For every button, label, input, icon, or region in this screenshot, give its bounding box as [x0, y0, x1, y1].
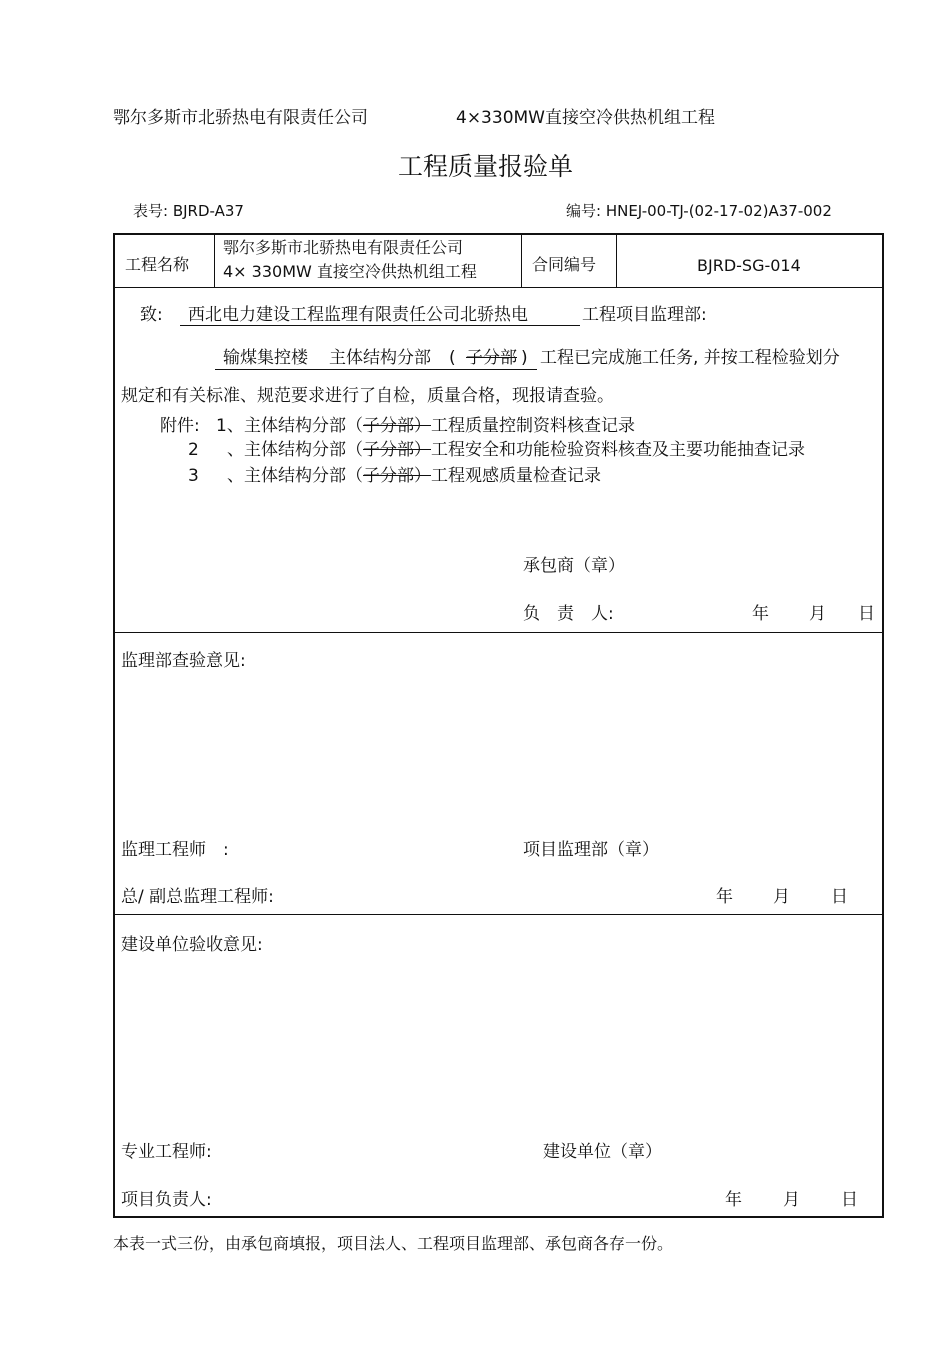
supervision-dept-seal-label: 项目监理部（章）	[523, 840, 659, 860]
row-divider	[113, 287, 882, 288]
date-year: 年	[716, 887, 733, 907]
supervision-opinion-label: 监理部查验意见:	[121, 651, 246, 671]
col-divider	[616, 235, 617, 287]
project-name-value-line2: 4× 330MW 直接空冷供热机组工程	[223, 262, 477, 281]
attachment-number: 2	[188, 440, 199, 460]
col-divider	[214, 235, 215, 287]
attachment-number: 1、	[216, 416, 244, 436]
subject-subpart-struck: 子分部	[466, 348, 517, 368]
subject-building: 输煤集控楼	[223, 348, 308, 368]
attachment-item: 、主体结构分部（子分部）工程安全和功能检验资料核查及主要功能抽查记录	[227, 440, 805, 460]
body-line2: 规定和有关标准、规范要求进行了自检，质量合格，现报请查验。	[121, 386, 614, 406]
date-day: 日	[858, 604, 875, 624]
owner-seal-label: 建设单位（章）	[543, 1142, 662, 1162]
row-divider	[113, 914, 882, 915]
subject-paren-close: )	[521, 348, 528, 368]
contract-number-value: BJRD-SG-014	[697, 256, 801, 275]
attachment-item: 主体结构分部（子分部）工程质量控制资料核查记录	[244, 416, 635, 436]
date-month: 月	[783, 1190, 800, 1210]
owner-opinion-label: 建设单位验收意见:	[121, 935, 263, 955]
attachments-label: 附件:	[160, 416, 200, 436]
row-divider	[113, 632, 882, 633]
report-form-table	[113, 233, 884, 1218]
to-label: 致:	[140, 305, 163, 325]
date-day: 日	[841, 1190, 858, 1210]
date-year: 年	[725, 1190, 742, 1210]
chief-engineer-label: 总/ 副总监理工程师:	[121, 887, 274, 907]
date-month: 月	[809, 604, 826, 624]
page-title: 工程质量报验单	[398, 152, 574, 181]
project-name-value-line1: 鄂尔多斯市北骄热电有限责任公司	[223, 238, 464, 257]
contractor-seal-label: 承包商（章）	[523, 556, 625, 576]
subject-paren-open: (	[449, 348, 456, 368]
body-line1: 工程已完成施工任务, 并按工程检验划分	[540, 348, 840, 368]
project-name-label: 工程名称	[125, 255, 190, 274]
contract-number-label: 合同编号	[532, 255, 597, 274]
footer-note: 本表一式三份，由承包商填报，项目法人、工程项目监理部、承包商各存一份。	[113, 1234, 674, 1253]
project-name: 4×330MW直接空冷供热机组工程	[456, 108, 715, 128]
subject-part: 主体结构分部	[329, 348, 431, 368]
company-name: 鄂尔多斯市北骄热电有限责任公司	[113, 108, 368, 128]
recipient-suffix: 工程项目监理部:	[582, 305, 707, 325]
project-manager-label: 项目负责人:	[121, 1190, 212, 1210]
attachment-item: 、主体结构分部（子分部）工程观感质量检查记录	[227, 466, 601, 486]
attachment-number: 3	[188, 466, 199, 486]
form-number: 表号: BJRD-A37	[133, 202, 244, 220]
serial-number: 编号: HNEJ-00-TJ-(02-17-02)A37-002	[566, 202, 832, 220]
supervision-engineer-label: 监理工程师 :	[121, 840, 229, 860]
date-day: 日	[831, 887, 848, 907]
date-month: 月	[773, 887, 790, 907]
contractor-responsible-label: 负 责 人:	[523, 604, 614, 624]
owner-engineer-label: 专业工程师:	[121, 1142, 212, 1162]
recipient-organization: 西北电力建设工程监理有限责任公司北骄热电	[180, 305, 580, 326]
date-year: 年	[752, 604, 769, 624]
col-divider	[521, 235, 522, 287]
